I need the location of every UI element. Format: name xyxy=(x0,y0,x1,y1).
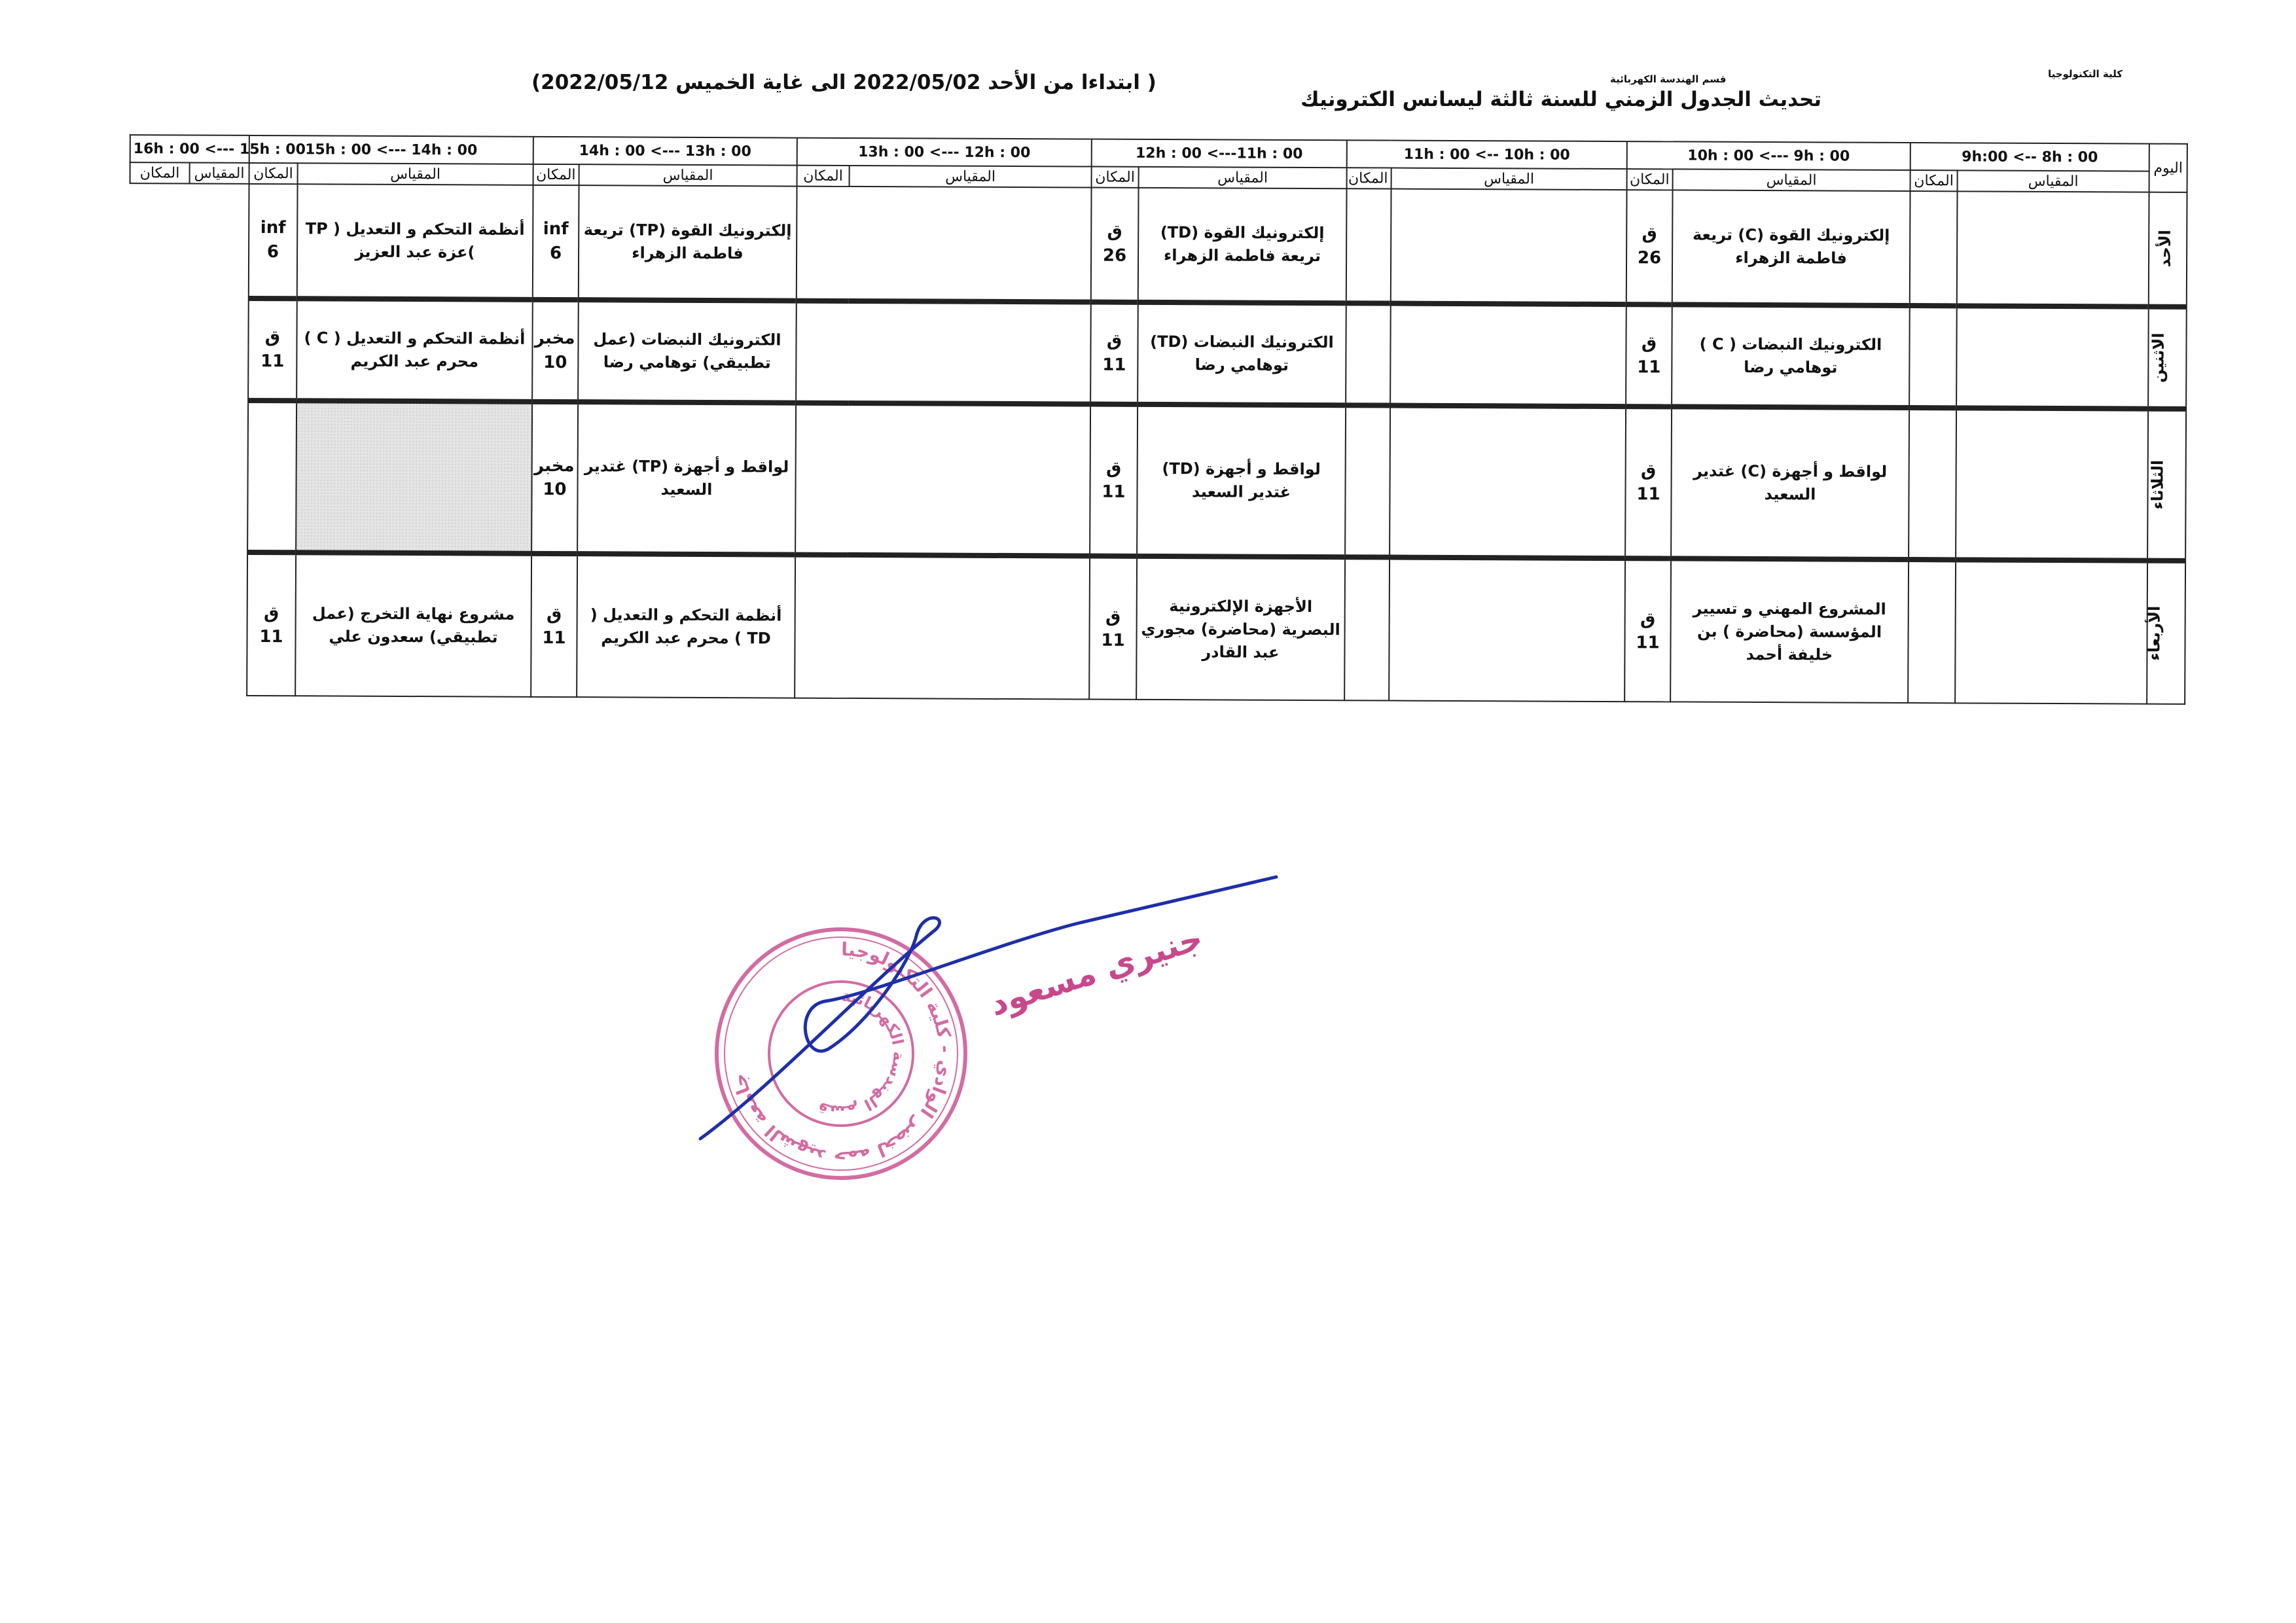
slot-header: 14h : 00 <--- 13h : 00 xyxy=(533,137,797,166)
day-label-text: الأربعاء xyxy=(2145,605,2164,661)
empty-subject-cell xyxy=(1957,191,2149,306)
day-label xyxy=(2147,561,2185,704)
shaded-empty-cell xyxy=(296,401,532,554)
schedule-period: ( ابتداءا من الأحد 2022/05/02 الى غاية الخميس 2022/05/12) xyxy=(531,71,1157,94)
slot-header: 10h : 00 <--- 9h : 00 xyxy=(1627,141,1910,170)
session-subject: الكترونيك النبضات (عمل تطبيقي) توهامي رضا xyxy=(578,300,797,402)
session-subject: أنظمة التحكم و التعديل ( TD ) محرم عبد الكريم xyxy=(577,554,795,698)
subject-column-header: المقياس xyxy=(1673,169,1910,191)
session-subject: الكترونيك النبضات ( C ) توهامي رضا xyxy=(1672,304,1910,408)
room-column-header: المكان xyxy=(1910,170,1958,191)
day-label-text: الأحد xyxy=(2155,229,2174,268)
empty-subject-cell xyxy=(1389,558,1625,702)
subject-column-header: المقياس xyxy=(1958,170,2149,192)
empty-room-cell xyxy=(247,401,296,553)
subject-column-header: المقياس xyxy=(297,163,533,185)
signature-block xyxy=(674,851,1276,1139)
day-label-text: الثلاثاء xyxy=(2148,459,2167,510)
slot-header: 11h : 00 <-- 10h : 00 xyxy=(1347,140,1627,169)
schedule-table-wrapper xyxy=(127,134,2188,705)
day-label-text: الاثنين xyxy=(2149,332,2168,383)
slot-header: 12h : 00 <---11h : 00 xyxy=(1092,139,1347,168)
empty-room-cell xyxy=(1346,188,1391,303)
empty-room-cell xyxy=(1910,191,1958,306)
empty-session-cell xyxy=(795,555,1090,700)
signature-title xyxy=(674,851,696,858)
empty-subject-cell xyxy=(1956,408,2148,561)
subject-column-header: المقياس xyxy=(850,166,1092,188)
session-subject: أنظمة التحكم و التعديل ( C ) محرم عبد الكريم xyxy=(296,298,533,402)
day-label xyxy=(2148,306,2187,408)
day-row-wednesday xyxy=(128,552,2185,704)
session-room: ق 11 xyxy=(1624,559,1671,702)
session-room: ق 11 xyxy=(531,554,577,697)
faculty-name: كلية التكنولوجيا xyxy=(2047,68,2123,80)
session-room: ق 11 xyxy=(1625,406,1672,559)
session-room: inf 6 xyxy=(533,185,579,300)
session-room: ق 26 xyxy=(1626,190,1673,304)
empty-session-cell xyxy=(795,402,1090,556)
session-subject: الكترونيك النبضات (TD) توهامي رضا xyxy=(1138,302,1346,404)
session-subject: إلكترونيك القوة (TP) تريعة فاطمة الزهراء xyxy=(579,185,797,300)
department-name: قسم الهندسة الكهربائية xyxy=(1610,73,1727,85)
empty-room-cell xyxy=(1909,408,1956,560)
subject-column-header: المقياس xyxy=(190,163,249,184)
room-column-header: المكان xyxy=(1347,168,1391,188)
subject-column-header: المقياس xyxy=(1391,168,1627,190)
empty-subject-cell xyxy=(1390,303,1626,406)
day-column-header: اليوم xyxy=(2149,144,2187,192)
session-subject: مشروع نهاية التخرج (عمل تطبيقي) سعدون علي xyxy=(295,553,531,697)
room-column-header: المكان xyxy=(533,164,579,185)
empty-subject-cell xyxy=(1390,405,1626,558)
slot-header: 9h:00 <-- 8h : 00 xyxy=(1910,143,2149,171)
empty-room-cell xyxy=(1344,558,1390,701)
empty-session-cell xyxy=(796,300,1091,404)
official-stamp-and-signature xyxy=(674,851,1302,1243)
session-room: مخبر 10 xyxy=(531,401,578,554)
seal-inner-text-path: قسم الهندسة الكهربائية xyxy=(815,986,908,1121)
session-room: ق 26 xyxy=(1091,188,1139,302)
session-room: ق 11 xyxy=(1089,556,1137,700)
stamp-svg xyxy=(674,851,1302,1243)
slot-header: 16h : 00 <--- 15h : 00 xyxy=(130,135,249,163)
day-label xyxy=(2147,408,2186,561)
day-label xyxy=(2149,192,2187,307)
session-subject: إلكترونيك القوة (TD) تريعة فاطمة الزهراء xyxy=(1138,188,1347,303)
session-room: inf 6 xyxy=(249,184,298,298)
round-seal xyxy=(717,929,965,1178)
signature-name: جنيري مسعود xyxy=(984,918,1208,1024)
session-room: ق 11 xyxy=(248,298,297,401)
room-column-header: المكان xyxy=(1091,167,1138,188)
session-room: ق 11 xyxy=(1090,404,1138,556)
subject-column-header: المقياس xyxy=(579,164,797,186)
day-row-monday xyxy=(129,298,2187,409)
room-column-header: المكان xyxy=(1627,169,1673,190)
page-title: تحديث الجدول الزمني للسنة ثالثة ليسانس الكترونيك xyxy=(1300,88,1821,111)
empty-room-cell xyxy=(1345,405,1390,558)
room-column-header: المكان xyxy=(249,163,297,184)
session-subject: لواقط و أجهزة (TD) غتدير السعيد xyxy=(1137,404,1346,557)
slot-header: 13h : 00 <--- 12h : 00 xyxy=(797,138,1092,167)
empty-room-cell xyxy=(1346,303,1391,405)
session-room: ق 11 xyxy=(1626,304,1672,406)
slot-header: 15h : 00 <--- 14h : 00 xyxy=(249,135,533,164)
session-room: ق 11 xyxy=(247,552,296,696)
session-subject: إلكترونيك القوة (C) تريعة فاطمة الزهراء xyxy=(1672,190,1910,305)
empty-subject-cell xyxy=(1391,189,1627,304)
session-room: مخبر 10 xyxy=(532,299,579,401)
session-subject: لواقط و أجهزة (C) غتدير السعيد xyxy=(1671,406,1909,560)
schedule-table xyxy=(127,134,2188,705)
day-row-tuesday xyxy=(128,400,2186,562)
subject-column-header: المقياس xyxy=(1139,167,1347,188)
session-subject: المشروع المهني و تسيير المؤسسة (محاضرة ) بن خليفة أحمد xyxy=(1670,559,1909,703)
day-row-sunday xyxy=(130,183,2187,306)
signature-title-path xyxy=(674,851,696,858)
room-column-header: المكان xyxy=(797,166,849,187)
empty-subject-cell xyxy=(1956,306,2149,408)
empty-room-cell xyxy=(1908,560,1956,703)
session-subject: لواقط و أجهزة (TP) غتدير السعيد xyxy=(577,402,796,555)
empty-subject-cell xyxy=(1955,560,2147,704)
empty-room-cell xyxy=(1909,306,1957,408)
seal-outer-ring xyxy=(717,929,965,1178)
session-subject: أنظمة التحكم و التعديل ( TP )عزة عبد العزيز xyxy=(297,184,533,299)
empty-session-cell xyxy=(797,187,1092,302)
seal-outer-text-path: جامعة الشهيد حمه لخضر الوادي - كلية التكنولوجيا xyxy=(728,938,957,1169)
session-room: ق 11 xyxy=(1090,302,1138,404)
room-column-header: المكان xyxy=(130,162,190,183)
session-subject: الأجهزة الإلكترونية البصرية (محاضرة) مجوري عبد القادر xyxy=(1136,556,1345,700)
